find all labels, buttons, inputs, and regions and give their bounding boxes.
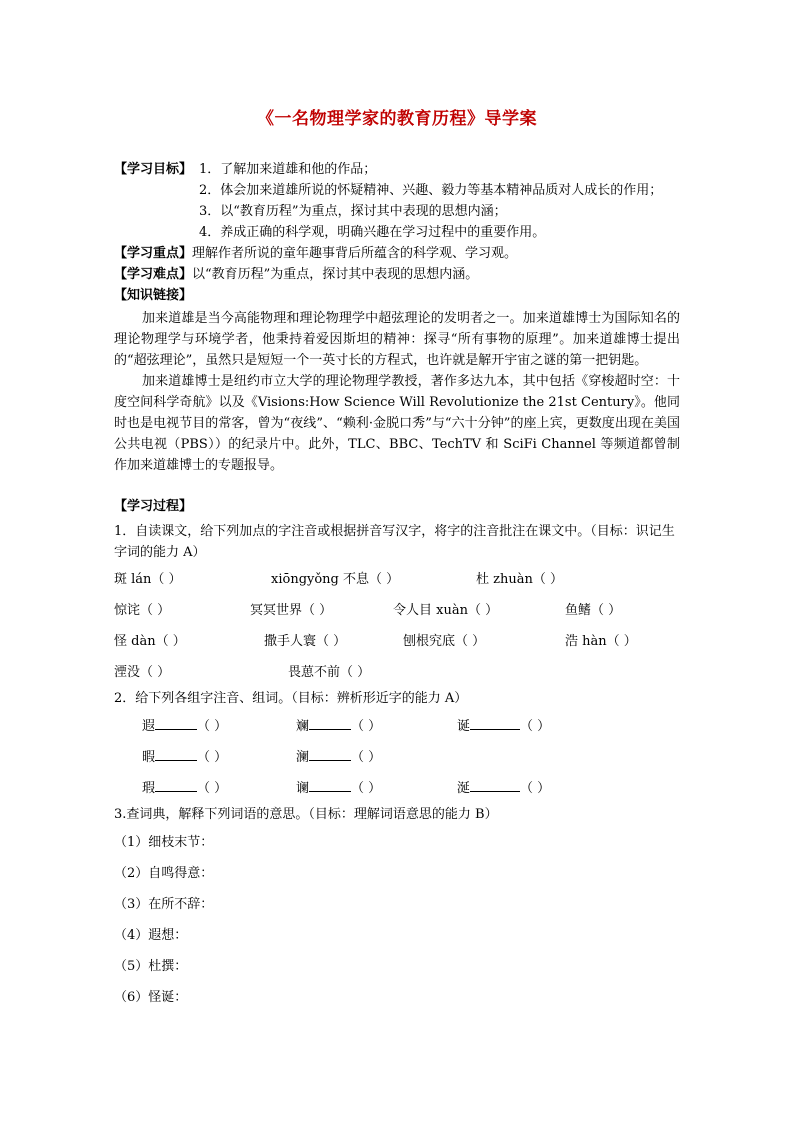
- answer-blank[interactable]: [155, 716, 197, 730]
- q1-item: 杜 zhuàn（ ）: [476, 572, 563, 587]
- q1-item: 怪 dàn（ ）: [114, 634, 186, 649]
- key-point-text: 理解作者所说的童年趣事背后所蕴含的科学观、学习观。: [192, 246, 518, 261]
- q2-char: 谰: [296, 781, 310, 796]
- q2-paren: （ ）: [351, 719, 382, 734]
- knowledge-paragraph: 加来道雄博士是纽约市立大学的理论物理学教授，著作多达九本，其中包括《穿梭超时空：十度空间科学奇航》以及《Visions:How Science Will Revolutionize the 21st Century》。他同时也是电视节目的常客，曾为“夜线”、“赖利·金脱口秀”与“六十分钟”的座上宾，更数度出现在美国公共电视（PBS））的纪录片中。此外，TLC、BBC、TechTV 和 SciFi Channel 等频道都曾制作加来道雄博士的专题报导。: [114, 374, 680, 473]
- q2-char: 斓: [296, 719, 310, 734]
- q1-text: 1．自读课文，给下列加点的字注音或根据拼音写汉字，将字的注音批注在课文中。（目标：识记生字词的能力 A）: [114, 524, 675, 560]
- difficulty-text: 以“教育历程”为重点，探讨其中表现的思想内涵。: [192, 267, 479, 282]
- objectives-label: 【学习目标】: [114, 162, 193, 177]
- objective-item: 2．体会加来道雄所说的怀疑精神、兴趣、毅力等基本精神品质对人成长的作用；: [199, 183, 663, 198]
- knowledge-text: [114, 308, 680, 476]
- q2-paren: （ ）: [520, 719, 551, 734]
- q2-item: [296, 778, 381, 799]
- knowledge-label: 【知识链接】: [114, 288, 193, 303]
- q2-item: [296, 716, 381, 737]
- answer-blank[interactable]: [155, 778, 197, 792]
- q1-item: 鱼鳍（ ）: [565, 603, 622, 618]
- objective-item: 1．了解加来道雄和他的作品；: [199, 162, 377, 177]
- q2-item: [457, 716, 550, 737]
- process-label: 【学习过程】: [114, 499, 193, 514]
- q1-item: 湮没（ ）: [114, 665, 171, 680]
- answer-blank[interactable]: [470, 716, 520, 730]
- q2-paren: （ ）: [351, 750, 382, 765]
- q2-item: [142, 778, 227, 799]
- q3-item: （4）遐想：: [114, 928, 188, 943]
- q2-item: [457, 778, 550, 799]
- q1-item: 撒手人寰（ ）: [264, 634, 347, 649]
- q2-paren: （ ）: [197, 719, 228, 734]
- q1-item: 冥冥世界（ ）: [250, 603, 333, 618]
- page-title: 《一名物理学家的教育历程》导学案: [257, 109, 537, 129]
- answer-blank[interactable]: [309, 747, 351, 761]
- q1-item: xiōngyǒng 不息（ ）: [271, 572, 400, 587]
- q3-item: （3）在所不辞：: [114, 897, 214, 912]
- q1-item: 惊诧（ ）: [114, 603, 171, 618]
- key-point-label: 【学习重点】: [114, 246, 193, 261]
- answer-blank[interactable]: [155, 747, 197, 761]
- q2-paren: （ ）: [520, 781, 551, 796]
- q2-char: 暇: [142, 750, 156, 765]
- q2-char: 瑕: [142, 781, 156, 796]
- answer-blank[interactable]: [309, 778, 351, 792]
- objective-item: 3．以“教育历程”为重点，探讨其中表现的思想内涵；: [199, 204, 507, 219]
- q2-item: [296, 747, 381, 768]
- key-point-row: [114, 244, 517, 264]
- q2-paren: （ ）: [197, 781, 228, 796]
- q1-item: 畏葸不前（ ）: [288, 665, 371, 680]
- q1-item: 令人目 xuàn（ ）: [393, 603, 499, 618]
- answer-blank[interactable]: [470, 778, 520, 792]
- q2-char: 澜: [296, 750, 310, 765]
- q3-item: （2）自鸣得意：: [114, 866, 214, 881]
- difficulty-row: [114, 265, 478, 285]
- q2-char: 遐: [142, 719, 156, 734]
- q3-item: （6）怪诞：: [114, 990, 188, 1005]
- difficulty-label: 【学习难点】: [114, 267, 193, 282]
- q3-item: （5）杜撰：: [114, 959, 188, 974]
- q1-item: 浩 hàn（ ）: [565, 634, 637, 649]
- q3-text: 3.查词典，解释下列词语的意思。（目标：理解词语意思的能力 B）: [114, 807, 498, 822]
- q3-item: （1）细枝末节：: [114, 835, 214, 850]
- answer-blank[interactable]: [309, 716, 351, 730]
- q2-char: 涎: [457, 781, 471, 796]
- q1-item: 斑 lán（ ）: [114, 572, 182, 587]
- q1-text-block: [114, 521, 680, 563]
- q2-item: [142, 747, 227, 768]
- q1-item: 刨根究底（ ）: [403, 634, 486, 649]
- q2-item: [142, 716, 227, 737]
- q2-char: 诞: [457, 719, 471, 734]
- q2-paren: （ ）: [351, 781, 382, 796]
- q2-text: 2．给下列各组字注音、组词。（目标：辨析形近字的能力 A）: [114, 691, 468, 706]
- knowledge-paragraph: 加来道雄是当今高能物理和理论物理学中超弦理论的发明者之一。加来道雄博士为国际知名的理论物理学与环境学者，他秉持着爱因斯坦的精神：探寻“所有事物的原理”。加来道雄博士提出的“超弦理论”，虽然只是短短一个一英寸长的方程式，也许就是解开宇宙之谜的第一把钥匙。: [114, 311, 680, 368]
- objective-item: 4．养成正确的科学观，明确兴趣在学习过程中的重要作用。: [199, 225, 546, 240]
- q2-paren: （ ）: [197, 750, 228, 765]
